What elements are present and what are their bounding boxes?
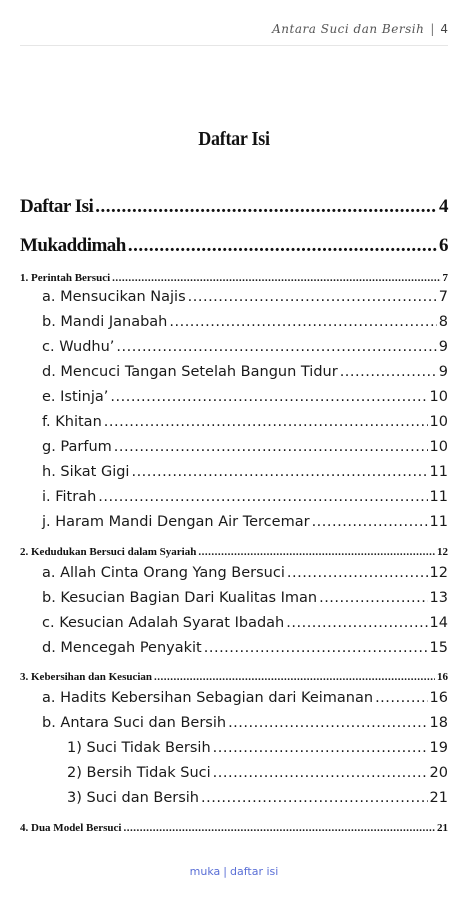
- toc-entry-label: b. Antara Suci dan Bersih: [42, 715, 227, 731]
- toc-entry[interactable]: [20, 671, 448, 683]
- toc-entry[interactable]: [20, 822, 448, 834]
- toc-entry-page: 13: [429, 590, 448, 606]
- toc-leader: [95, 196, 437, 218]
- toc-leader: [116, 339, 436, 355]
- toc-entry-label: h. Sikat Gigi: [42, 464, 130, 480]
- toc-entry[interactable]: [20, 235, 448, 257]
- toc-leader: [154, 671, 435, 683]
- toc-link[interactable]: daftar isi: [230, 865, 279, 878]
- toc-leader: [228, 715, 427, 731]
- toc-entry-label: 1) Suci Tidak Bersih: [67, 740, 211, 756]
- toc-entry-label: 2) Bersih Tidak Suci: [67, 765, 211, 781]
- toc-entry-page: 6: [439, 235, 448, 256]
- toc-entry[interactable]: [20, 546, 448, 558]
- toc-leader: [287, 565, 428, 581]
- toc-entry[interactable]: [42, 314, 448, 330]
- toc-leader: [104, 414, 428, 430]
- toc-entry-page: 21: [429, 790, 448, 806]
- toc-leader: [319, 590, 427, 606]
- toc-entry-label: Mukaddimah: [20, 235, 126, 256]
- toc-entry-page: 8: [438, 314, 448, 330]
- toc-leader: [213, 765, 428, 781]
- header-divider: [20, 45, 448, 46]
- toc-entry-page: 16: [437, 671, 448, 683]
- toc-leader: [201, 790, 428, 806]
- toc-entry[interactable]: [42, 715, 448, 731]
- toc-leader: [188, 289, 437, 305]
- toc-entry-page: 15: [429, 640, 448, 656]
- toc-entry-page: 7: [438, 289, 448, 305]
- toc-entry-label: j. Haram Mandi Dengan Air Tercemar: [42, 514, 310, 530]
- toc-entry-label: a. Allah Cinta Orang Yang Bersuci: [42, 565, 285, 581]
- toc-leader: [213, 740, 428, 756]
- toc-entry-label: e. Istinja’: [42, 389, 109, 405]
- running-header: [272, 22, 448, 36]
- footer-nav: [0, 865, 468, 878]
- toc-leader: [312, 514, 428, 530]
- toc-entry[interactable]: [42, 640, 448, 656]
- toc-entry-page: 7: [442, 272, 448, 284]
- toc-leader: [128, 235, 437, 257]
- toc-entry-label: 3. Kebersihan dan Kesucian: [20, 671, 153, 683]
- page-title: Daftar Isi: [198, 128, 270, 150]
- toc-entry[interactable]: [20, 272, 448, 284]
- toc-entry-label: c. Wudhu’: [42, 339, 115, 355]
- toc-leader: [110, 389, 427, 405]
- toc-entry[interactable]: [42, 289, 448, 305]
- toc-entry[interactable]: [20, 196, 448, 218]
- toc-entry-page: 12: [437, 546, 448, 558]
- toc-entry-label: 3) Suci dan Bersih: [67, 790, 199, 806]
- page-number: 4: [440, 22, 448, 36]
- toc-leader: [204, 640, 428, 656]
- toc-entry-label: 4. Dua Model Bersuci: [20, 822, 122, 834]
- toc-entry-label: c. Kesucian Adalah Syarat Ibadah: [42, 615, 285, 631]
- toc-leader: [98, 489, 427, 505]
- toc-entry-page: 18: [429, 715, 448, 731]
- toc-entry-label: Daftar Isi: [20, 196, 94, 217]
- toc-entry-label: d. Mencegah Penyakit: [42, 640, 202, 656]
- toc-entry-page: 10: [429, 439, 448, 455]
- toc-entry-page: 11: [429, 489, 448, 505]
- toc-entry[interactable]: [67, 740, 448, 756]
- toc-entry-page: 19: [429, 740, 448, 756]
- toc-leader: [169, 314, 436, 330]
- toc-leader: [112, 272, 440, 284]
- toc-entry-page: 9: [438, 339, 448, 355]
- toc-leader: [198, 546, 435, 558]
- toc-leader: [123, 822, 435, 834]
- toc-entry-page: 12: [429, 565, 448, 581]
- toc-entry[interactable]: [42, 364, 448, 380]
- toc-entry[interactable]: [42, 565, 448, 581]
- toc-entry[interactable]: [67, 765, 448, 781]
- toc-entry[interactable]: [67, 790, 448, 806]
- toc-entry-label: i. Fitrah: [42, 489, 97, 505]
- toc-entry-page: 10: [429, 414, 448, 430]
- toc-entry-page: 11: [429, 464, 448, 480]
- toc-entry[interactable]: [42, 615, 448, 631]
- toc-entry-label: b. Mandi Janabah: [42, 314, 168, 330]
- toc-entry-page: 20: [429, 765, 448, 781]
- toc-entry-label: 1. Perintah Bersuci: [20, 272, 111, 284]
- toc-entry[interactable]: [42, 489, 448, 505]
- toc-entry-label: g. Parfum: [42, 439, 112, 455]
- toc-leader: [375, 690, 427, 706]
- toc-leader: [340, 364, 437, 380]
- toc-entry-label: a. Hadits Kebersihan Sebagian dari Keimanan: [42, 690, 374, 706]
- toc-entry[interactable]: [42, 414, 448, 430]
- toc-entry-page: 10: [429, 389, 448, 405]
- toc-entry[interactable]: [42, 590, 448, 606]
- toc-entry-label: 2. Kedudukan Bersuci dalam Syariah: [20, 546, 197, 558]
- toc-entry-label: f. Khitan: [42, 414, 102, 430]
- toc-entry[interactable]: [42, 514, 448, 530]
- toc-entry-page: 21: [437, 822, 448, 834]
- toc-entry-page: 4: [439, 196, 448, 217]
- toc-leader: [131, 464, 427, 480]
- toc-entry[interactable]: [42, 339, 448, 355]
- toc-entry[interactable]: [42, 690, 448, 706]
- footer-separator: |: [223, 865, 227, 878]
- toc-entry-label: b. Kesucian Bagian Dari Kualitas Iman: [42, 590, 318, 606]
- toc-entry[interactable]: [42, 389, 448, 405]
- toc-entry-page: 11: [429, 514, 448, 530]
- toc-entry-page: 9: [438, 364, 448, 380]
- home-link[interactable]: muka: [189, 865, 221, 878]
- toc-entry-page: 16: [429, 690, 448, 706]
- toc-entry[interactable]: [42, 464, 448, 480]
- header-separator: |: [430, 22, 435, 36]
- running-header-title: Antara Suci dan Bersih: [272, 22, 425, 36]
- toc-entry-page: 14: [429, 615, 448, 631]
- toc-leader: [286, 615, 427, 631]
- toc-entry-label: d. Mencuci Tangan Setelah Bangun Tidur: [42, 364, 338, 380]
- toc-entry[interactable]: [42, 439, 448, 455]
- toc-leader: [114, 439, 428, 455]
- toc-entry-label: a. Mensucikan Najis: [42, 289, 186, 305]
